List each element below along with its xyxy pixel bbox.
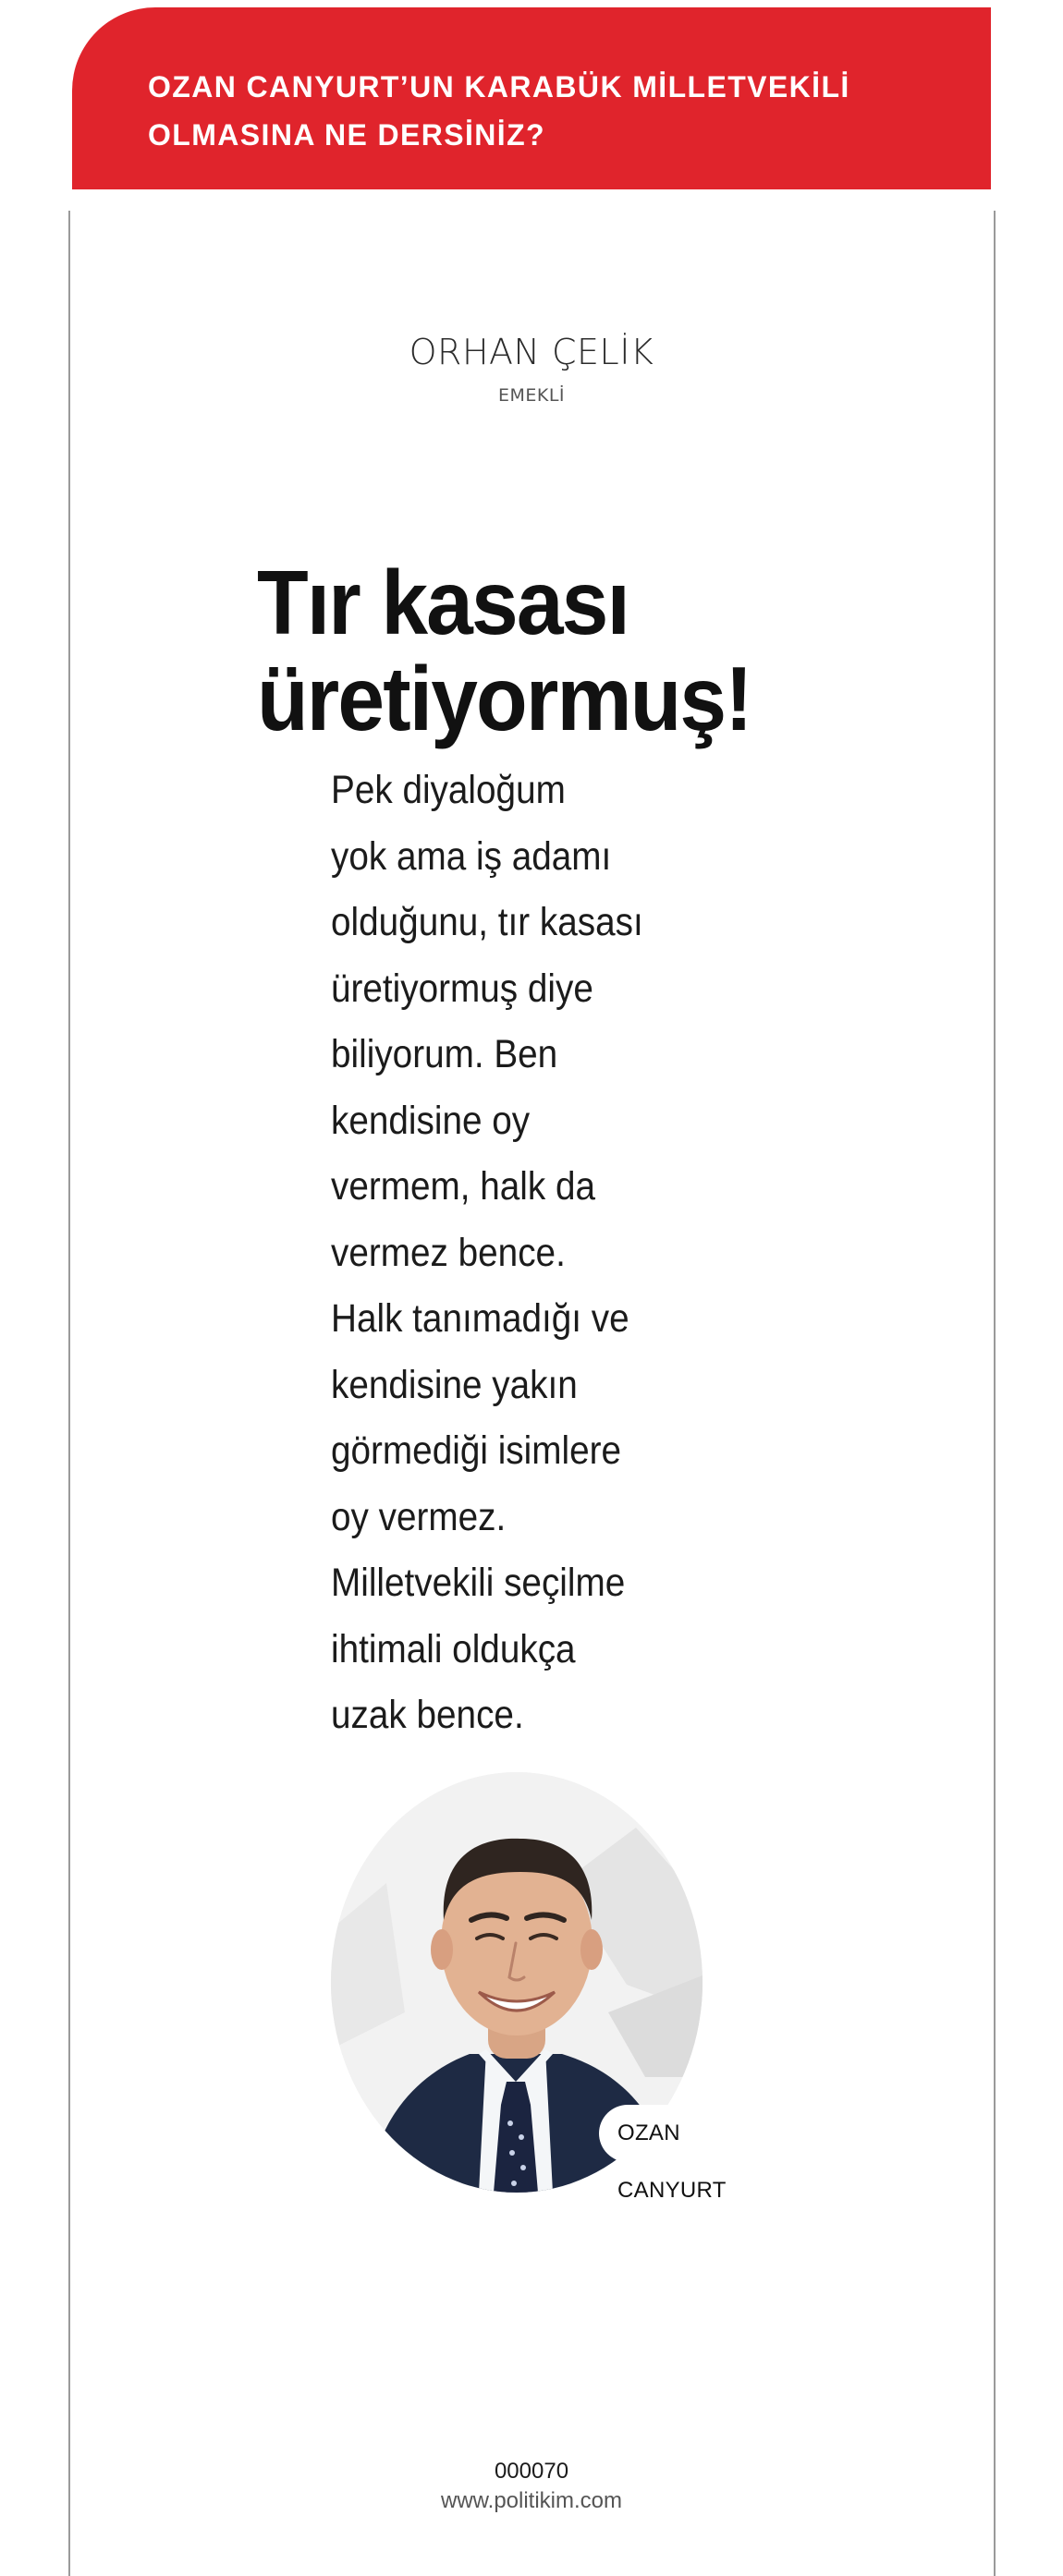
header-title-line-2: OLMASINA NE DERSİNİZ? — [148, 118, 545, 152]
body-line: üretiyormuş diye — [331, 966, 593, 1011]
header-title-line-1: OZAN CANYURT’UN KARABÜK MİLLETVEKİLİ — [148, 70, 850, 103]
body-line: kendisine yakın — [331, 1362, 578, 1407]
body-line: görmediği isimlere — [331, 1428, 622, 1473]
author-name: ORHAN ÇELİK — [409, 332, 654, 372]
headline-line-2: üretiyormuş! — [257, 648, 751, 749]
body-line: ihtimali oldukça — [331, 1626, 576, 1671]
author-role: EMEKLİ — [497, 385, 566, 406]
body-line: Halk tanımadığı ve — [331, 1296, 629, 1341]
body-line: vermem, halk da — [331, 1164, 596, 1209]
body-line: kendisine oy — [331, 1098, 531, 1143]
body-line: Pek diyaloğum — [331, 768, 566, 812]
body-line: biliyorum. Ben — [331, 1032, 558, 1076]
frame-left-border — [68, 211, 70, 2576]
body-line: uzak bence. — [331, 1693, 524, 1737]
body-line: oy vermez. — [331, 1494, 507, 1539]
body-line: yok ama iş adamı — [331, 833, 612, 879]
footer-code: 000070 — [494, 2459, 569, 2484]
body-line: olduğunu, tır kasası — [331, 900, 643, 944]
body-line: vermez bence. — [331, 1230, 566, 1275]
header-banner — [72, 7, 991, 189]
footer-url: www.politikim.com — [440, 2488, 623, 2513]
portrait-caption: OZAN CANYURT — [599, 2105, 793, 2162]
frame-right-border — [994, 211, 996, 2576]
body-line: Milletvekili seçilme — [331, 1561, 626, 1605]
article-body — [331, 758, 664, 1749]
article-headline — [257, 554, 876, 747]
headline-line-1: Tır kasası — [257, 552, 629, 653]
